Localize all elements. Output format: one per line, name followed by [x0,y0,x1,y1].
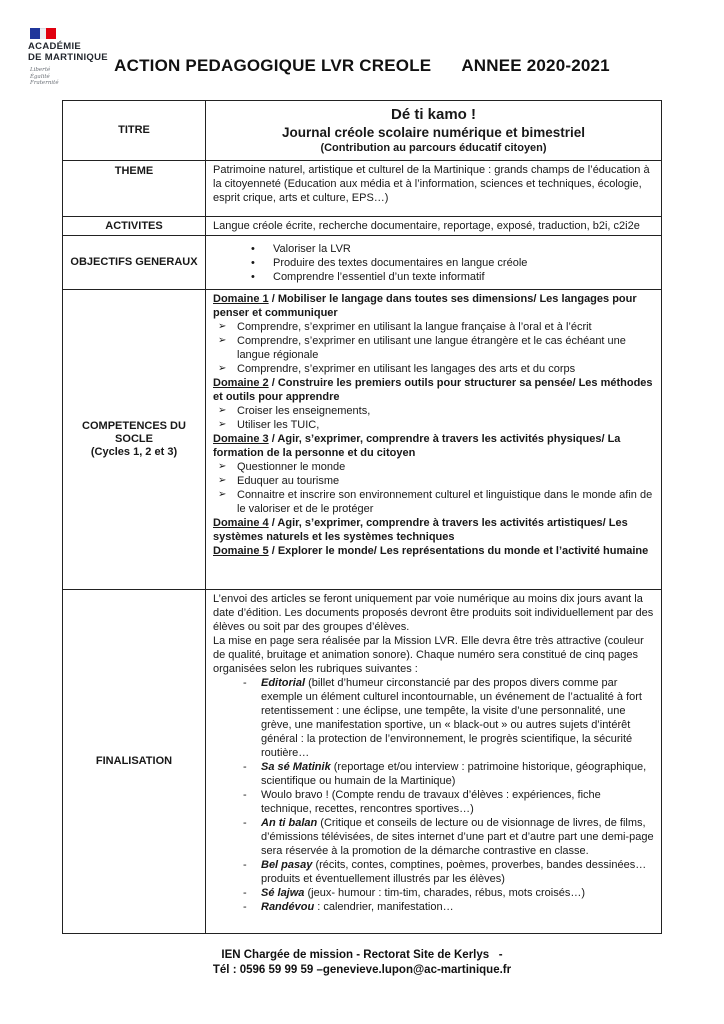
arrow-bullet-icon: ➢ [218,405,227,416]
rubrique-desc: (récits, contes, comptines, poèmes, proverbes, bandes dessinées… produits et éventuellement illustrés par les élèves) [261,859,647,885]
rubrique-desc: : calendrier, manifestation… [317,901,454,913]
domaine-2-num: Domaine 2 [213,377,269,389]
titre-line3: (Contribution au parcours éducatif citoyen) [320,142,547,154]
objectifs-content [206,236,662,290]
arrow-bullet-icon: ➢ [218,363,227,374]
rubrique-name: Bel pasay [261,859,313,871]
domaine-5-num: Domaine 5 [213,545,269,557]
rubrique-item [213,788,654,816]
activites-content: Langue créole écrite, recherche documentaire, reportage, exposé, traduction, b2i, c2i2e [206,217,662,236]
footer-line1: IEN Chargée de mission - Rectorat Site de Kerlys - [221,949,503,961]
dash-bullet-icon: - [243,789,247,801]
rubrique-name: Sa sé Matinik [261,761,331,773]
competence-item [213,418,654,432]
objectif-text: Produire des textes documentaires en langue créole [273,256,528,269]
domaine-3-num: Domaine 3 [213,433,269,445]
competence-text: Comprendre, s’exprimer en utilisant la langue française à l’oral et à l’écrit [237,321,592,333]
motto-egalite: Égalité [30,73,50,80]
flag-blue-block [30,28,40,39]
titre-line2: Journal créole scolaire numérique et bimestriel [281,125,586,140]
competence-text: Utiliser les TUIC, [237,419,320,431]
dash-bullet-icon: - [243,677,247,689]
arrow-bullet-icon: ➢ [218,475,227,486]
motto-fraternite: Fraternité [30,80,59,86]
competences-label-line2: (Cycles 1, 2 et 3) [90,446,178,458]
competences-label-line1: COMPETENCES DU SOCLE [82,420,186,445]
rubrique-text [261,760,654,788]
rubrique-item [213,760,654,788]
rubrique-text [261,676,654,760]
domaine-1-num: Domaine 1 [213,293,269,305]
objectif-item [213,256,654,270]
competence-item [213,362,654,376]
rubrique-text [261,816,654,858]
bullet-icon: • [251,256,255,269]
competences-content [206,290,662,590]
dash-bullet-icon: - [243,887,247,899]
row-competences [63,290,662,590]
domaine-4-heading [213,516,654,544]
competence-item [213,334,654,362]
arrow-bullet-icon: ➢ [218,461,227,472]
rubrique-item [213,900,654,914]
competence-text: Comprendre, s’exprimer en utilisant les langages des arts et du corps [237,363,576,375]
rubrique-desc: (Compte rendu de travaux d’élèves : expériences, fiche technique, recettes, rencontres sportives…) [261,789,601,815]
objectifs-label: OBJECTIFS GENERAUX [63,236,206,290]
competences-label [63,290,206,590]
competence-item [213,404,654,418]
domaine-4-num: Domaine 4 [213,517,269,529]
rubrique-text [261,788,654,816]
rubrique-item [213,676,654,760]
rubrique-name: Editorial [261,677,306,689]
arrow-bullet-icon: ➢ [218,419,227,430]
objectif-item [213,270,654,284]
rubrique-desc: (Critique et conseils de lecture ou de visionnage de livres, de films, d’émissions télévisées, de sites internet d’une part et d’autre part une demi-page sera réservée à la promotion de la démarche contrastive en classe. [261,817,654,857]
rubrique-item [213,816,654,858]
french-flag-icon [30,28,57,39]
theme-label: THEME [63,161,206,217]
row-titre [63,101,662,161]
page-title-right: ANNEE 2020-2021 [461,56,610,75]
domaine-1-heading [213,292,654,320]
competence-item [213,320,654,334]
objectif-item [213,242,654,256]
finalisation-para2: La mise en page sera réalisée par la Mission LVR. Elle devra être très attractive (couleur de qualité, bruitage et animation sonore). Chaque numéro sera constitué de cinq pages organisées selon les rubriques suivantes : [213,635,644,675]
domaine-2-title: / Construire les premiers outils pour structurer sa pensée/ Les méthodes et outils pour apprendre [213,377,653,403]
academy-name-line1: ACADÉMIE [28,41,82,52]
flag-red-block [46,28,56,39]
finalisation-para1: L’envoi des articles se feront uniquement par voie numérique au moins dix jours avant la date d’édition. Les documents proposés devront être produits soit individuellement par des élèves ou soit par des groupes d’élèves. [213,593,654,633]
row-objectifs [63,236,662,290]
arrow-bullet-icon: ➢ [218,489,227,500]
footer-line2: Tél : 0596 59 99 59 –genevieve.lupon@ac-martinique.fr [212,964,512,976]
domaine-5-heading [213,544,654,558]
titre-label: TITRE [63,101,206,161]
domaine-3-title: / Agir, s’exprimer, comprendre à travers les activités physiques/ La formation de la personne et du citoyen [213,433,621,459]
domaine-3-heading [213,432,654,460]
academy-name-line2: DE MARTINIQUE [28,51,108,63]
competence-item [213,474,654,488]
bullet-icon: • [251,270,255,283]
rubrique-text [261,886,585,900]
dash-bullet-icon: - [243,761,247,773]
domaine-2-heading [213,376,654,404]
titre-line1: Dé ti kamo ! [390,106,477,123]
domaine-4-title: / Agir, s’exprimer, comprendre à travers les activités artistiques/ Les systèmes naturels et les systèmes techniques [213,517,628,543]
rubrique-desc: (jeux- humour : tim-tim, charades, rébus, mots croisés…) [307,887,586,899]
rubrique-name: An ti balan [261,817,318,829]
rubrique-text [261,858,654,886]
competence-text: Eduquer au tourisme [237,475,340,487]
rubrique-name: Sé lajwa [261,887,305,899]
rubrique-text [261,900,454,914]
dash-bullet-icon: - [243,859,247,871]
activites-label: ACTIVITES [63,217,206,236]
finalisation-content [206,590,662,934]
domaine-5-title: / Explorer le monde/ Les représentations du monde et l’activité humaine [271,545,649,557]
competence-item [213,460,654,474]
footer-contact [0,948,724,978]
motto-liberte: Liberté [30,67,51,73]
bullet-icon: • [251,242,255,255]
finalisation-label: FINALISATION [63,590,206,934]
competence-text: Connaitre et inscrire son environnement culturel et linguistique dans le monde afin de le valoriser et de le protéger [237,489,653,515]
objectif-text: Comprendre l’essentiel d’un texte informatif [273,270,485,283]
domaine-1-title: / Mobiliser le langage dans toutes ses dimensions/ Les langages pour penser et communiquer [213,293,637,319]
rubrique-desc: (reportage et/ou interview : patrimoine historique, géographique, scientifique ou humain de la Martinique) [261,761,647,787]
rubrique-item [213,858,654,886]
row-theme [63,161,662,217]
page-title [0,56,724,76]
competence-text: Questionner le monde [237,461,346,473]
rubrique-name: Randévou [261,901,315,913]
rubrique-item [213,886,654,900]
dash-bullet-icon: - [243,817,247,829]
action-sheet-table [62,100,662,934]
objectif-text: Valoriser la LVR [273,242,351,255]
row-activites [63,217,662,236]
dash-bullet-icon: - [243,901,247,913]
rubrique-desc: (billet d’humeur circonstancié par des propos divers comme par exemple un élément culturel incontournable, un événement de l’actualité à fort retentissement : une éclipse, une tempête, la visite d’une personnalité, une grève, une manifestation sportive, un « black-out » ou autres sujets d’intérêt général : la protection de l’environnement, le progrès scientifique, la sécurité routière… [261,677,642,759]
competence-item [213,488,654,516]
page-title-left: ACTION PEDAGOGIQUE LVR CREOLE [114,56,432,75]
titre-content [206,101,662,161]
competence-text: Croiser les enseignements, [237,405,371,417]
theme-content: Patrimoine naturel, artistique et culturel de la Martinique : grands champs de l’éducation à la citoyenneté (Education aux média et à l’information, sciences et techniques, écologie, esprit crique, arts et culture, EPS…) [206,161,662,217]
row-finalisation [63,590,662,934]
rubrique-name: Woulo bravo ! [261,789,329,801]
arrow-bullet-icon: ➢ [218,335,227,346]
arrow-bullet-icon: ➢ [218,321,227,332]
competence-text: Comprendre, s’exprimer en utilisant une langue étrangère et le cas échéant une langue régionale [237,335,626,361]
